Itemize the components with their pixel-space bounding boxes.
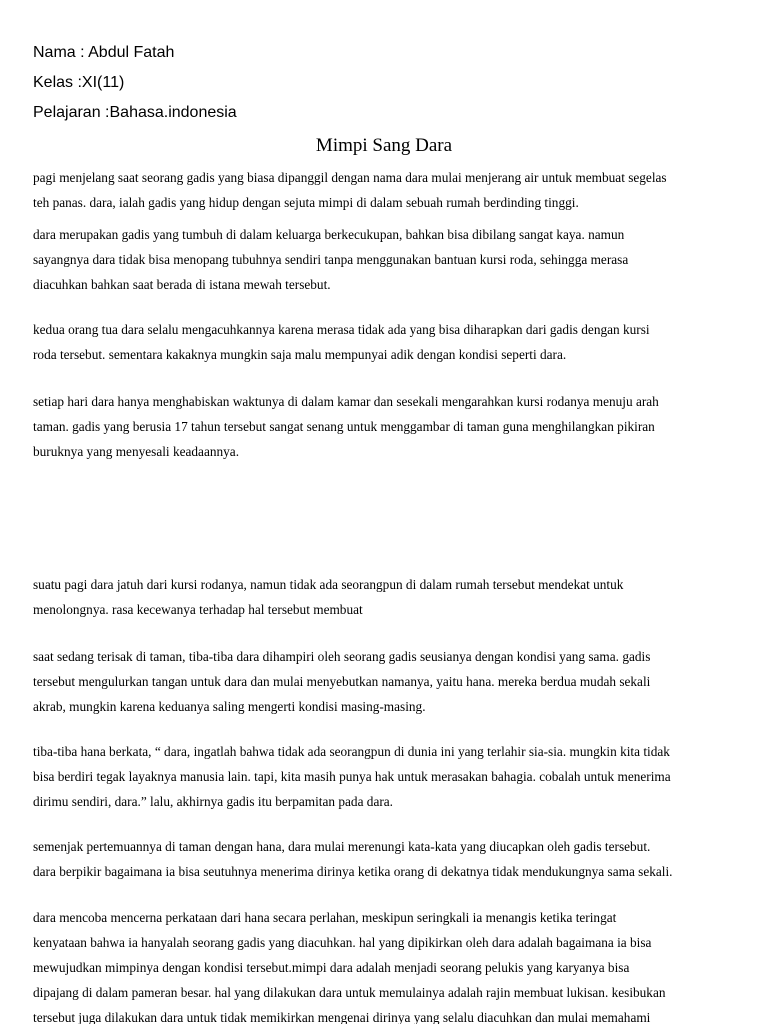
paragraph-line: tersebut mengulurkan tangan untuk dara dan mulai menyebutkan namanya, yaitu hana. mereka berdua mudah sekali	[33, 674, 651, 689]
story-title: Mimpi Sang Dara	[315, 135, 453, 156]
student-class: Kelas :XI(11)	[33, 74, 125, 91]
paragraph-line: roda tersebut. sementara kakaknya mungkin saja malu mempunyai adik dengan kondisi seperti dara.	[33, 347, 567, 362]
paragraph-line: bisa berdiri tegak layaknya manusia lain. tapi, kita masih punya hak untuk merasakan bahagia. cobalah untuk menerima	[33, 769, 671, 784]
paragraph-6	[33, 644, 753, 719]
paragraph-7	[33, 739, 753, 814]
paragraph-line: suatu pagi dara jatuh dari kursi rodanya, namun tidak ada seorangpun di dalam rumah tersebut mendekat untuk	[33, 577, 624, 592]
paragraph-line: tersebut juga dilakukan dara untuk tidak memikirkan mengenai dirinya yang selalu diacuhkan dan mulai memahami	[33, 1010, 651, 1024]
paragraph-4	[33, 389, 753, 464]
paragraph-line: sayangnya dara tidak bisa menopang tubuhnya sendiri tanpa menggunakan bantuan kursi roda, sehingga merasa	[33, 252, 629, 267]
paragraph-9	[33, 905, 753, 1024]
paragraph-line: taman. gadis yang berusia 17 tahun tersebut sangat senang untuk menggambar di taman guna menghilangkan pikiran	[33, 419, 655, 434]
paragraph-1	[33, 165, 753, 215]
paragraph-line: dirimu sendiri, dara.” lalu, akhirnya gadis itu berpamitan pada dara.	[33, 794, 393, 809]
paragraph-line: kenyataan bahwa ia hanyalah seorang gadis yang diacuhkan. hal yang dipikirkan oleh dara adalah bagaimana ia bisa	[33, 935, 652, 950]
paragraph-line: tiba-tiba hana berkata, “ dara, ingatlah bahwa tidak ada seorangpun di dunia ini yang terlahir sia-sia. mungkin kita tidak	[33, 744, 670, 759]
paragraph-line: dipajang di dalam pameran besar. hal yang dilakukan dara untuk memulainya adalah rajin membuat lukisan. kesibukan	[33, 985, 666, 1000]
paragraph-3	[33, 317, 753, 367]
paragraph-line: semenjak pertemuannya di taman dengan hana, dara mulai merenungi kata-kata yang diucapkan oleh gadis tersebut.	[33, 839, 651, 854]
paragraph-line: dara merupakan gadis yang tumbuh di dalam keluarga berkecukupan, bahkan bisa dibilang sangat kaya. namun	[33, 227, 625, 242]
paragraph-line: dara berpikir bagaimana ia bisa seutuhnya menerima dirinya ketika orang di dekatnya tidak mendukungnya sama sekali.	[33, 864, 673, 879]
paragraph-line: dara mencoba mencerna perkataan dari hana secara perlahan, meskipun seringkali ia menangis ketika teringat	[33, 910, 617, 925]
paragraph-line: menolongnya. rasa kecewanya terhadap hal tersebut membuat	[33, 602, 363, 617]
paragraph-line: saat sedang terisak di taman, tiba-tiba dara dihampiri oleh seorang gadis seusianya dengan kondisi yang sama. gadis	[33, 649, 651, 664]
student-name: Nama : Abdul Fatah	[33, 44, 175, 61]
paragraph-5	[33, 572, 753, 622]
paragraph-line: pagi menjelang saat seorang gadis yang biasa dipanggil dengan nama dara mulai menjerang air untuk membuat segelas	[33, 170, 667, 185]
paragraph-line: kedua orang tua dara selalu mengacuhkannya karena merasa tidak ada yang bisa diharapkan dari gadis dengan kursi	[33, 322, 650, 337]
paragraph-2	[33, 222, 753, 297]
paragraph-line: setiap hari dara hanya menghabiskan waktunya di dalam kamar dan sesekali mengarahkan kursi rodanya menuju arah	[33, 394, 659, 409]
paragraph-line: buruknya yang menyesali keadaannya.	[33, 444, 240, 459]
paragraph-8	[33, 834, 753, 884]
paragraph-line: diacuhkan bahkan saat berada di istana mewah tersebut.	[33, 277, 331, 292]
subject: Pelajaran :Bahasa.indonesia	[33, 104, 237, 121]
paragraph-line: akrab, mungkin karena keduanya saling mengerti kondisi masing-masing.	[33, 699, 426, 714]
paragraph-line: mewujudkan mimpinya dengan kondisi tersebut.mimpi dara adalah menjadi seorang pelukis yang karyanya bisa	[33, 960, 630, 975]
paragraph-line: teh panas. dara, ialah gadis yang hidup dengan sejuta mimpi di dalam sebuah rumah berdinding tinggi.	[33, 195, 579, 210]
